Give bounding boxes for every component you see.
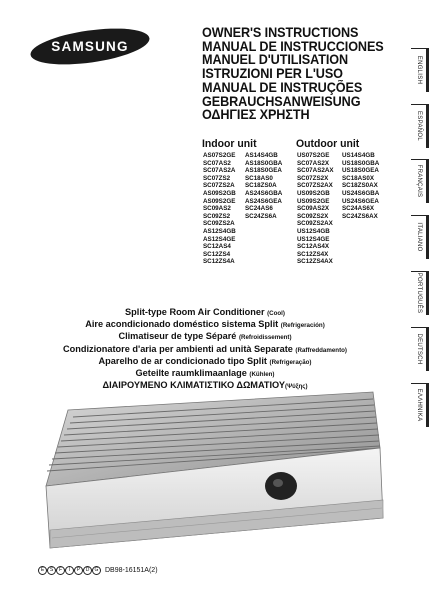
outdoor-model: US07S2GE [297, 152, 330, 159]
air-conditioner-illustration [28, 390, 388, 550]
outdoor-unit-heading: Outdoor unit [296, 138, 360, 150]
outdoor-model: SC24ZS6AX [342, 212, 378, 220]
outdoor-model: US18S0GEA [342, 167, 379, 175]
title-spanish: MANUAL DE INSTRUCCIONES [202, 38, 384, 54]
outdoor-model: US12S4GE [297, 235, 330, 243]
indoor-model: SC18AS0 [245, 174, 273, 182]
indoor-model: SC12ZS4A [203, 258, 235, 266]
indoor-model: SC07AS2 [203, 159, 231, 167]
desc-english: Split-type Room Air Conditioner (Cool) [125, 307, 285, 317]
desc-italian: Condizionatore d'aria per ambienti ad unità Separate (Raffreddamento) [62, 343, 347, 354]
outdoor-models-col1 [297, 152, 334, 266]
outdoor-model: SC18AS0X [342, 174, 375, 182]
language-code-circle: F [56, 566, 65, 575]
indoor-model: SC18ZS0A [245, 182, 277, 190]
outdoor-model: SC12ZS4AX [297, 258, 333, 266]
product-descriptions [40, 307, 370, 392]
language-code-circle: I [65, 566, 74, 575]
title-english: OWNER'S INSTRUCTIONS [202, 25, 359, 40]
language-code-circle: D [83, 566, 92, 575]
language-code-circle: G [92, 566, 101, 575]
indoor-model: SC09AS2 [203, 205, 231, 213]
manual-titles [202, 26, 402, 122]
outdoor-models-col2 [342, 152, 379, 220]
desc-french: Climatiseur de type Séparé (Refroidissement) [118, 331, 292, 342]
outdoor-model: US14S4GB [342, 152, 375, 159]
svg-text:SAMSUNG: SAMSUNG [51, 39, 129, 54]
indoor-models-col2 [245, 152, 282, 220]
indoor-model: SC12AS4 [203, 243, 231, 251]
indoor-model: AS14S4GB [245, 152, 278, 159]
indoor-model: AS07S2GE [203, 152, 236, 159]
indoor-model: AS18S0GEA [245, 167, 282, 175]
title-german: GEBRAUCHSANWEISUNG [202, 93, 361, 109]
indoor-model: AS12S4GE [203, 235, 236, 243]
indoor-models-col1 [203, 152, 236, 266]
title-french: MANUEL D'UTILISATION [202, 52, 349, 68]
indoor-model: SC24AS6 [245, 205, 273, 213]
samsung-logo [29, 28, 151, 65]
outdoor-model: US09S2GB [297, 189, 330, 197]
indoor-model: AS18S0GBA [245, 159, 283, 167]
tab-greek: ΕΛΛΗΝΙΚΑ [409, 383, 429, 427]
desc-german: Geteilte raumklimaanlage (Kühlen) [135, 368, 275, 379]
desc-spanish: Aire acondicionado doméstico sistema Split (Refrigeración) [85, 319, 325, 330]
indoor-model: SC24ZS6A [245, 212, 277, 220]
language-code-circle: P [74, 566, 83, 575]
outdoor-model: SC07ZS2X [297, 174, 329, 182]
indoor-model: AS09S2GE [203, 197, 236, 205]
outdoor-model: SC12AS4X [297, 243, 330, 251]
outdoor-model: SC07AS2X [297, 159, 330, 167]
title-portuguese: MANUAL DE INSTRUÇÕES [202, 79, 363, 95]
outdoor-model: SC12ZS4X [297, 250, 329, 258]
outdoor-model: SC09ZS2X [297, 212, 329, 220]
tab-english: ENGLISH [409, 48, 429, 92]
desc-portuguese: Aparelho de ar condicionado tipo Split (Refrigeração) [98, 355, 312, 366]
tab-italiano: ITALIANO [409, 215, 429, 259]
document-code: DB98-16151A(2) [105, 567, 158, 574]
outdoor-model: SC07AS2AX [297, 167, 334, 175]
outdoor-model: US24S6GEA [342, 197, 379, 205]
indoor-model: SC07ZS2A [203, 182, 235, 190]
outdoor-model: SC09AS2X [297, 205, 330, 213]
indoor-model: AS12S4GB [203, 227, 236, 235]
indoor-model: AS24S6GBA [245, 189, 283, 197]
indoor-model: AS09S2GB [203, 189, 236, 197]
indoor-model: SC09ZS2A [203, 220, 235, 228]
tab-francais: FRANÇAIS [409, 159, 429, 203]
indoor-unit-heading: Indoor unit [202, 138, 257, 150]
indoor-model: SC09ZS2 [203, 212, 231, 220]
outdoor-model: US12S4GB [297, 227, 330, 235]
title-greek: ΟΔΗΓΙΕΣ ΧΡΗΣΤΗ [202, 107, 310, 123]
indoor-model: SC12ZS4 [203, 250, 231, 258]
outdoor-model: SC09ZS2AX [297, 220, 333, 228]
footer [38, 566, 158, 575]
tab-espanol: ESPAÑOL [409, 104, 429, 148]
outdoor-model: SC24AS6X [342, 205, 375, 213]
outdoor-model: SC07ZS2AX [297, 182, 333, 190]
outdoor-model: US24S6GBA [342, 189, 380, 197]
desc-greek: ΔΙΑΙΡΟΥΜΕΝΟ ΚΛΙΜΑΤΙΣΤΙΚΟ ΔΩΜΑΤΙΟΥ(Ψύξης) [102, 380, 308, 391]
tab-portugues: PORTUGUÊS [409, 271, 429, 315]
language-code-circle: S [47, 566, 56, 575]
indoor-model: SC07AS2A [203, 167, 236, 175]
language-code-circle: E [38, 566, 47, 575]
outdoor-model: US18S0GBA [342, 159, 380, 167]
language-code-circles [38, 566, 101, 575]
outdoor-model: SC18ZS0AX [342, 182, 378, 190]
tab-deutsch: DEUTSCH [409, 327, 429, 371]
indoor-model: AS24S6GEA [245, 197, 282, 205]
title-italian: ISTRUZIONI PER L'USO [202, 66, 343, 82]
indoor-model: SC07ZS2 [203, 174, 231, 182]
outdoor-model: US09S2GE [297, 197, 330, 205]
